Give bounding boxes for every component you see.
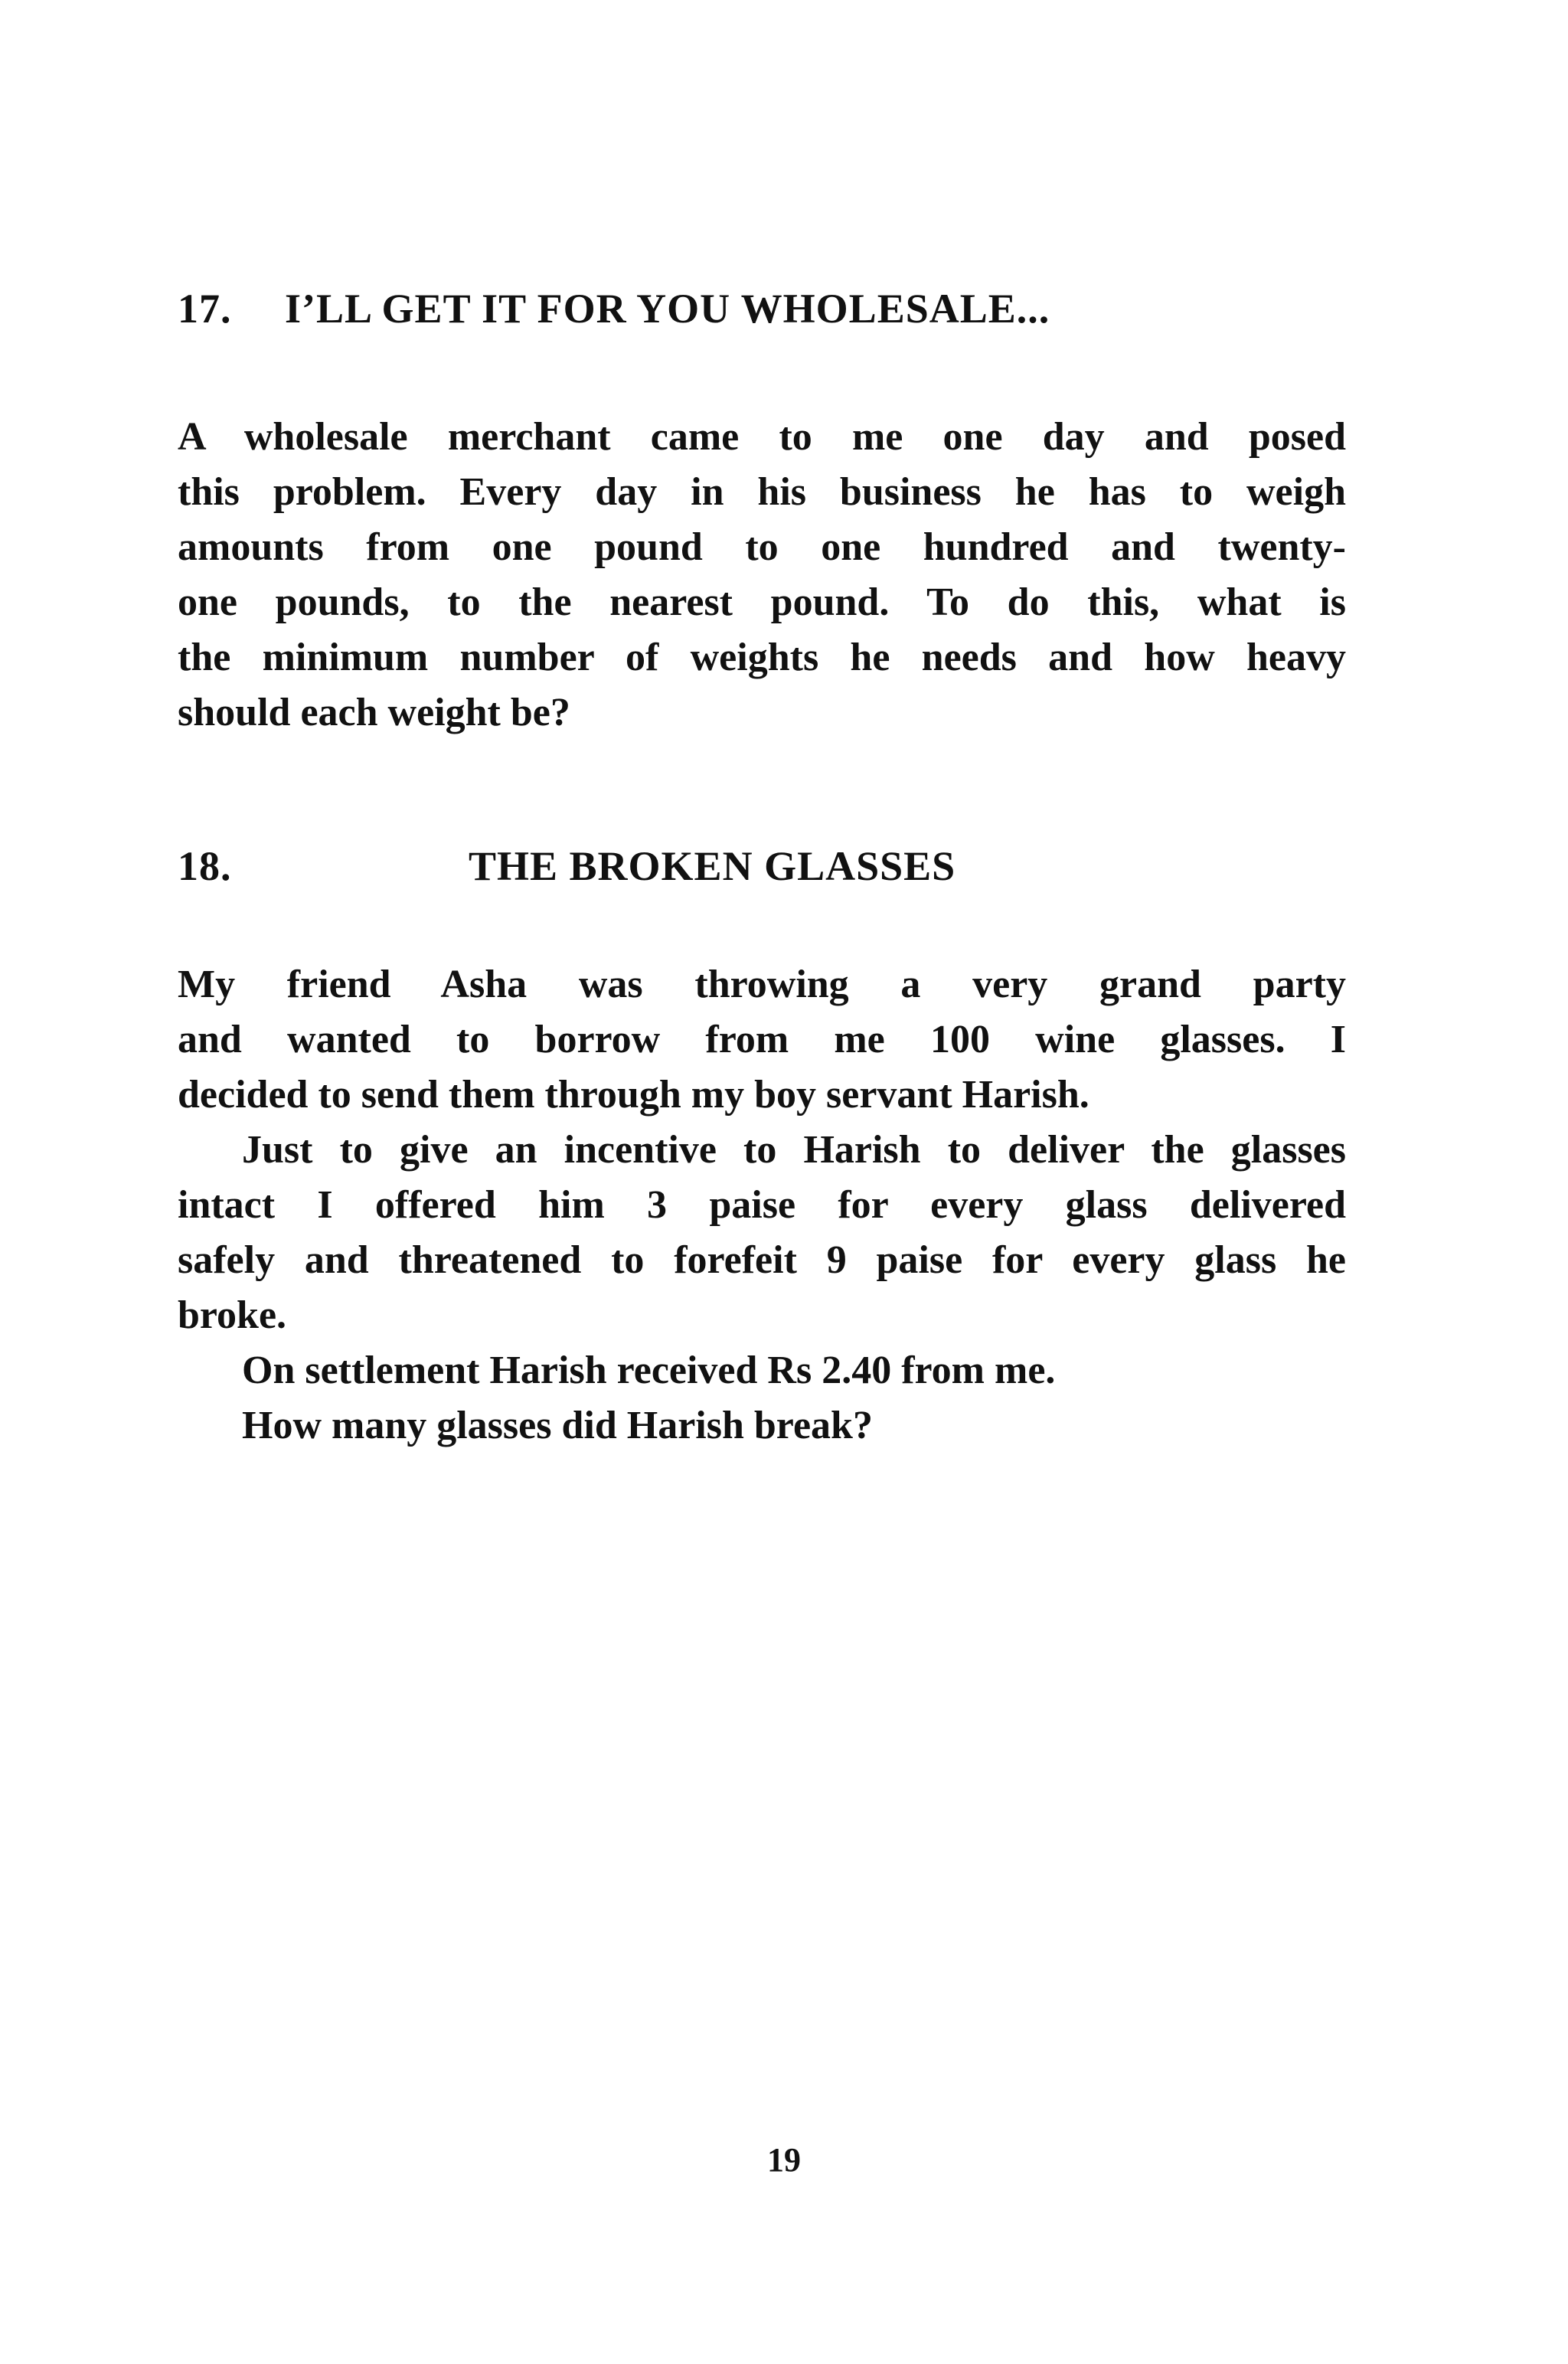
puzzle-17-number: 17. xyxy=(178,286,232,332)
puzzle-18-line-9: How many glasses did Harish break? xyxy=(242,1404,873,1447)
puzzle-18-title: THE BROKEN GLASSES xyxy=(469,843,956,889)
puzzle-17-line-3: amounts from one pound to one hundred and twenty- xyxy=(178,525,1346,569)
puzzle-18-line-3: decided to send them through my boy servant Harish. xyxy=(178,1073,1089,1117)
puzzle-17-line-4: one pounds, to the nearest pound. To do this, what is xyxy=(178,580,1346,624)
puzzle-17-line-6: should each weight be? xyxy=(178,691,570,734)
puzzle-17-title: I’LL GET IT FOR YOU WHOLESALE... xyxy=(285,286,1050,332)
puzzle-18-heading xyxy=(178,842,956,890)
puzzle-18-line-8: On settlement Harish received Rs 2.40 from me. xyxy=(242,1349,1056,1392)
puzzle-17-heading xyxy=(178,285,1050,332)
puzzle-17-line-2: this problem. Every day in his business he has to weigh xyxy=(178,470,1346,514)
puzzle-17-line-1: A wholesale merchant came to me one day and posed xyxy=(178,415,1346,459)
puzzle-17-line-5: the minimum number of weights he needs and how heavy xyxy=(178,636,1346,679)
puzzle-18-line-6: safely and threatened to forefeit 9 paise for every glass he xyxy=(178,1238,1346,1282)
puzzle-18-number: 18. xyxy=(178,843,232,889)
puzzle-18-line-2: and wanted to borrow from me 100 wine glasses. I xyxy=(178,1018,1346,1061)
puzzle-18-line-1: My friend Asha was throwing a very grand party xyxy=(178,963,1346,1006)
puzzle-18-line-7: broke. xyxy=(178,1293,287,1337)
puzzle-18-line-5: intact I offered him 3 paise for every glass delivered xyxy=(178,1183,1346,1227)
puzzle-18-line-4: Just to give an incentive to Harish to deliver the glasses xyxy=(242,1128,1346,1172)
page-number: 19 xyxy=(767,2141,801,2179)
